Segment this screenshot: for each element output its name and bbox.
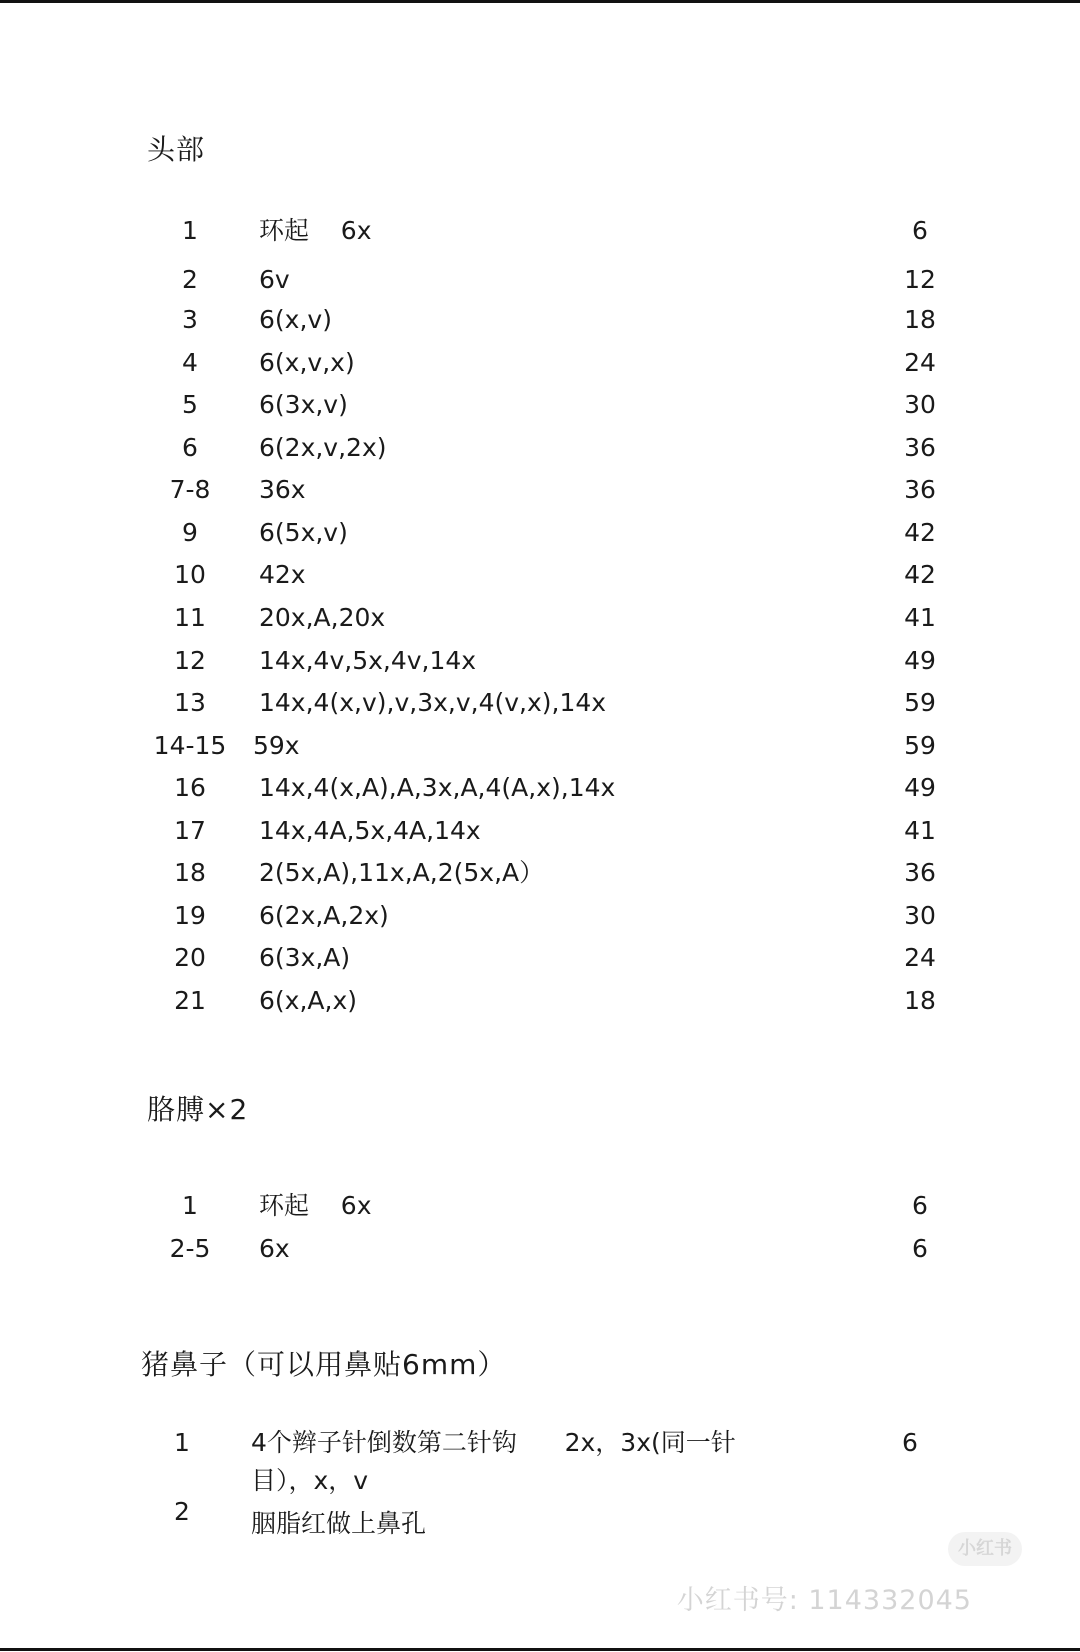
stitch-count: 18 [904, 305, 936, 334]
stitch-count: 59 [904, 688, 936, 717]
stitch-count: 49 [904, 773, 936, 802]
stitch-count: 18 [904, 986, 936, 1015]
round-number: 12 [174, 646, 206, 675]
bottom-border [0, 1648, 1080, 1651]
instruction: 59x [253, 731, 300, 760]
instruction: 6(3x,v) [259, 390, 348, 419]
stitch-count: 12 [904, 265, 936, 294]
table-row [0, 981, 1080, 1021]
round-number: 18 [174, 858, 206, 887]
top-border [0, 0, 1080, 3]
instruction: 环起 6x [259, 216, 372, 245]
table-row [0, 428, 1080, 468]
stitch-count: 49 [904, 646, 936, 675]
table-row [0, 598, 1080, 638]
stitch-count: 36 [904, 858, 936, 887]
round-number: 1 [174, 1428, 190, 1457]
round-number: 3 [182, 305, 198, 334]
table-row [0, 260, 1080, 300]
round-number: 14-15 [153, 731, 227, 760]
stitch-count: 6 [912, 1191, 928, 1220]
instruction: 6(2x,v,2x) [259, 433, 387, 462]
instruction: 14x,4v,5x,4v,14x [259, 646, 477, 675]
stitch-count: 36 [904, 475, 936, 504]
instruction: 6(x,A,x) [259, 986, 357, 1015]
instruction: 14x,4A,5x,4A,14x [259, 816, 481, 845]
round-number: 1 [182, 1191, 198, 1220]
instruction: 6x [259, 1234, 290, 1263]
watermark-text: 小红书号: 114332045 [676, 1585, 972, 1616]
table-row [0, 343, 1080, 383]
round-number: 2-5 [169, 1234, 211, 1263]
round-number: 1 [182, 216, 198, 245]
instruction: 14x,4(x,A),A,3x,A,4(A,x),14x [259, 773, 616, 802]
instruction-continuation: 目），x，v [251, 1466, 369, 1495]
table-row [0, 768, 1080, 808]
stitch-count: 41 [904, 816, 936, 845]
instruction: 6v [259, 265, 290, 294]
stitch-count: 6 [912, 1234, 928, 1263]
round-number: 21 [174, 986, 206, 1015]
instruction: 36x [259, 475, 306, 504]
instruction: 14x,4(x,v),v,3x,v,4(v,x),14x [259, 688, 607, 717]
instruction: 4个辫子针倒数第二针钩 2x，3x(同一针 [251, 1428, 736, 1457]
watermark-logo: 小红书 [948, 1532, 1022, 1566]
stitch-count: 6 [912, 216, 928, 245]
table-row [0, 683, 1080, 723]
stitch-count: 30 [904, 390, 936, 419]
round-number: 17 [174, 816, 206, 845]
stitch-count: 42 [904, 560, 936, 589]
instruction: 42x [259, 560, 306, 589]
round-number: 6 [182, 433, 198, 462]
stitch-count: 59 [904, 731, 936, 760]
round-number: 13 [174, 688, 206, 717]
instruction: 6(5x,v) [259, 518, 348, 547]
section-title-snout: 猪鼻子（可以用鼻贴6mm） [141, 1348, 507, 1381]
round-number: 16 [174, 773, 206, 802]
table-row [0, 513, 1080, 553]
round-number: 7-8 [169, 475, 211, 504]
section-title-head: 头部 [147, 133, 206, 166]
instruction: 6(3x,A) [259, 943, 351, 972]
stitch-count: 24 [904, 943, 936, 972]
table-row [0, 726, 1080, 766]
table-row [0, 938, 1080, 978]
instruction: 胭脂红做上鼻孔 [251, 1509, 427, 1538]
round-number: 2 [182, 265, 198, 294]
instruction: 6(x,v,x) [259, 348, 355, 377]
round-number: 5 [182, 390, 198, 419]
table-row [0, 1492, 1080, 1538]
table-row [0, 853, 1080, 893]
stitch-count: 42 [904, 518, 936, 547]
table-row [0, 555, 1080, 595]
table-row [0, 641, 1080, 681]
instruction: 6(x,v) [259, 305, 332, 334]
table-row [0, 211, 1080, 251]
table-row [0, 896, 1080, 936]
stitch-count: 41 [904, 603, 936, 632]
stitch-count: 24 [904, 348, 936, 377]
table-row [0, 1229, 1080, 1269]
round-number: 4 [182, 348, 198, 377]
round-number: 9 [182, 518, 198, 547]
table-row [0, 470, 1080, 510]
stitch-count: 6 [902, 1428, 918, 1457]
table-row [0, 811, 1080, 851]
round-number: 10 [174, 560, 206, 589]
instruction: 6(2x,A,2x) [259, 901, 389, 930]
instruction: 2(5x,A),11x,A,2(5x,A） [259, 858, 545, 887]
stitch-count: 36 [904, 433, 936, 462]
round-number: 19 [174, 901, 206, 930]
section-title-arm: 胳膊×2 [147, 1093, 249, 1126]
instruction: 环起 6x [259, 1191, 372, 1220]
table-row [0, 385, 1080, 425]
round-number: 20 [174, 943, 206, 972]
table-row [0, 1423, 1080, 1463]
round-number: 11 [174, 603, 206, 632]
stitch-count: 30 [904, 901, 936, 930]
table-row [0, 300, 1080, 340]
table-row [0, 1186, 1080, 1226]
round-number: 2 [174, 1497, 190, 1526]
instruction: 20x,A,20x [259, 603, 386, 632]
